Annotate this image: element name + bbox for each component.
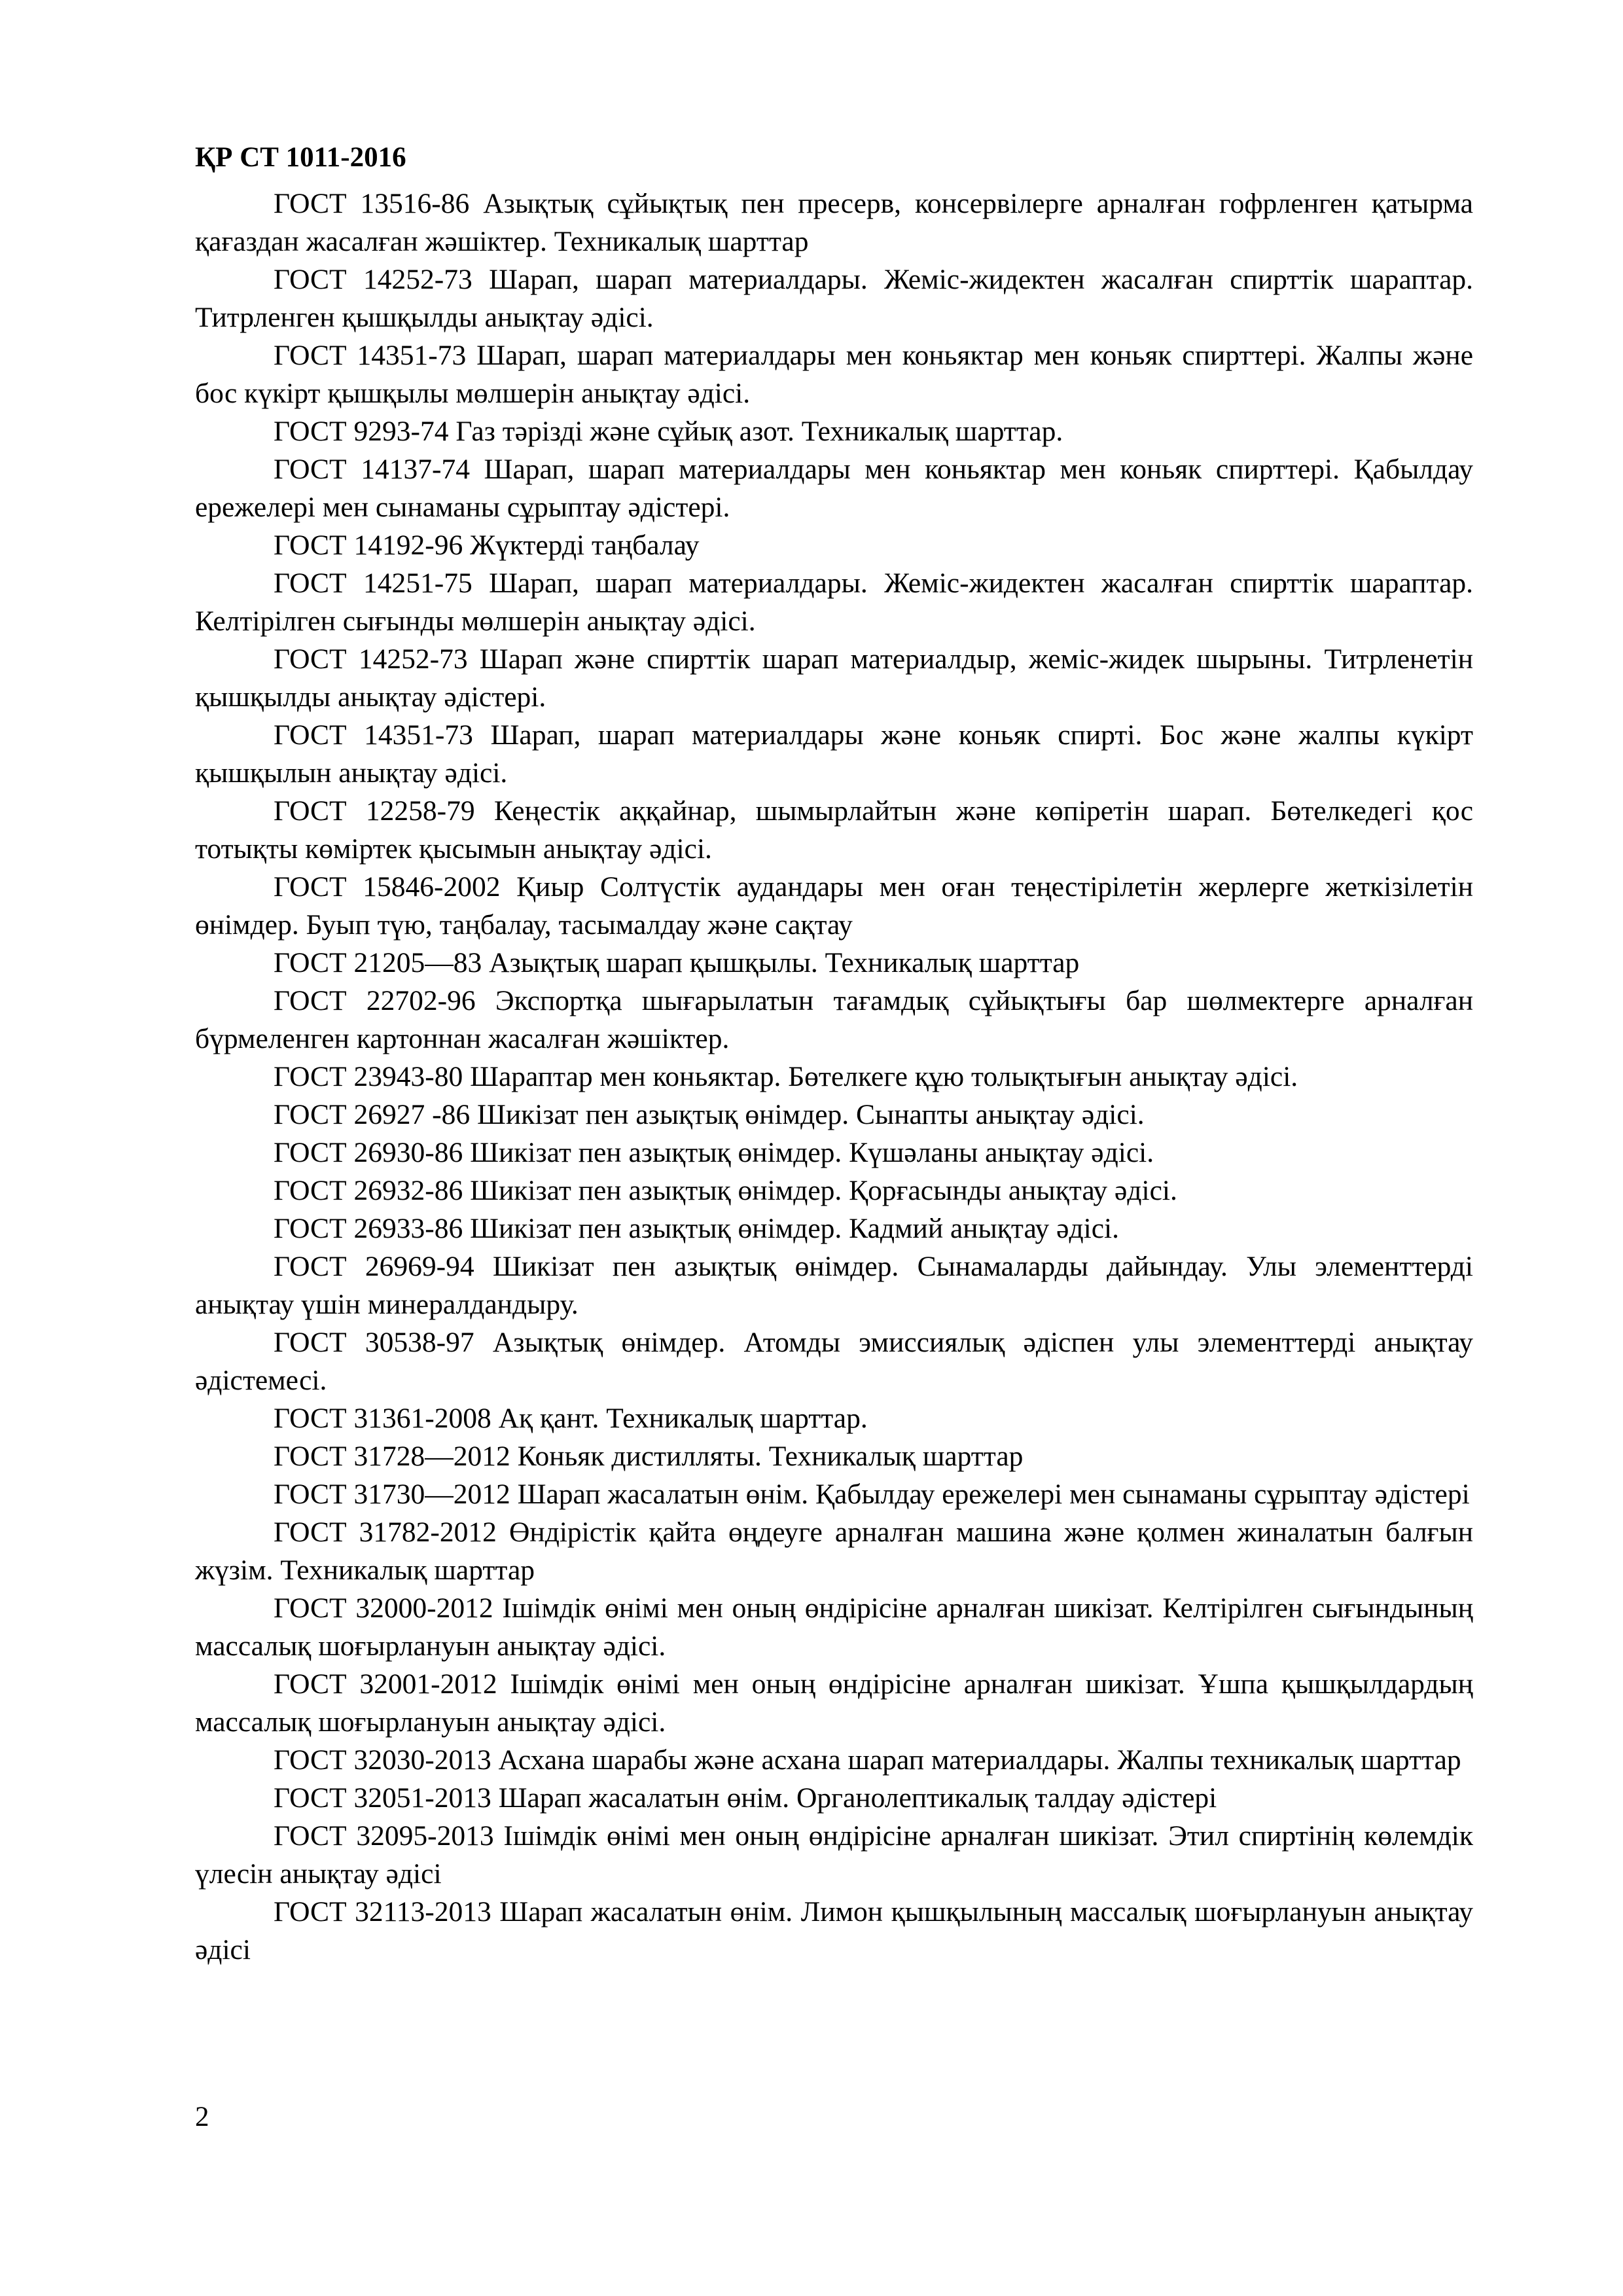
page-number: 2 xyxy=(195,2102,209,2132)
reference-entry: ГОСТ 30538-97 Азықтық өнімдер. Атомды эмиссиялық әдіспен улы элементтерді анықтау әдістемесі. xyxy=(195,1327,1473,1396)
reference-entry: ГОСТ 14351-73 Шарап, шарап материалдары және коньяк спирті. Бос және жалпы күкірт қышқылын анықтау әдісі. xyxy=(195,719,1473,789)
reference-entry: ГОСТ 14251-75 Шарап, шарап материалдары. Жеміс-жидектен жасалған спирттік шараптар. Келтірілген сығынды мөлшерін анықтау әдісі. xyxy=(195,567,1473,637)
reference-entry: ГОСТ 26933-86 Шикізат пен азықтық өнімдер. Кадмий анықтау әдісі. xyxy=(274,1213,1119,1244)
reference-entry: ГОСТ 32001-2012 Ішімдік өнімі мен оның өндірісіне арналған шикізат. Ұшпа қышқылдардың массалық шоғырлануын анықтау әдісі. xyxy=(195,1668,1473,1738)
normative-references-list xyxy=(195,185,1473,1969)
reference-entry: ГОСТ 15846-2002 Қиыр Солтүстік аудандары мен оған теңестірілетін жерлерге жеткізілетін өнімдер. Буып түю, таңбалау, тасымалдау және сақтау xyxy=(195,871,1473,941)
reference-entry: ГОСТ 31782-2012 Өндірістік қайта өңдеуге арналған машина және қолмен жиналатын балғын жүзім. Техникалық шарттар xyxy=(195,1516,1473,1586)
reference-entry: ГОСТ 31728—2012 Коньяк дистилляты. Техникалық шарттар xyxy=(274,1441,1024,1472)
reference-entry: ГОСТ 26932-86 Шикізат пен азықтық өнімдер. Қорғасынды анықтау әдісі. xyxy=(274,1175,1177,1206)
reference-entry: ГОСТ 31361-2008 Ақ қант. Техникалық шарттар. xyxy=(274,1403,868,1434)
reference-entry: ГОСТ 13516-86 Азықтық сұйықтық пен пресерв, консервілерге арналған гофрленген қатырма қағаздан жасалған жәшіктер. Техникалық шарттар xyxy=(195,188,1473,257)
reference-entry: ГОСТ 26969-94 Шикізат пен азықтық өнімдер. Сынамаларды дайындау. Улы элементтерді анықтау үшін минералдандыру. xyxy=(195,1251,1473,1320)
reference-entry: ГОСТ 21205—83 Азықтық шарап қышқылы. Техникалық шарттар xyxy=(274,947,1080,978)
reference-entry: ГОСТ 9293-74 Газ тәрізді және сұйық азот. Техникалық шарттар. xyxy=(274,416,1063,447)
reference-entry: ГОСТ 32030-2013 Асхана шарабы және асхана шарап материалдары. Жалпы техникалық шарттар xyxy=(274,1744,1461,1776)
reference-entry: ГОСТ 14252-73 Шарап және спирттік шарап материалдыр, жеміс-жидек шырыны. Титрленетін қышқылды анықтау әдістері. xyxy=(195,643,1473,713)
reference-entry: ГОСТ 14137-74 Шарап, шарап материалдары мен коньяктар мен коньяк спирттері. Қабылдау ережелері мен сынаманы сұрыптау әдістері. xyxy=(195,454,1473,523)
reference-entry: ГОСТ 32000-2012 Ішімдік өнімі мен оның өндірісіне арналған шикізат. Келтірілген сығындының массалық шоғырлануын анықтау әдісі. xyxy=(195,1592,1473,1662)
reference-entry: ГОСТ 26927 -86 Шикізат пен азықтық өнімдер. Сынапты анықтау әдісі. xyxy=(274,1099,1145,1130)
standard-code-header: ҚР СТ 1011-2016 xyxy=(195,142,406,173)
reference-entry: ГОСТ 14192-96 Жүктерді таңбалау xyxy=(274,529,700,561)
reference-entry: ГОСТ 14351-73 Шарап, шарап материалдары мен коньяктар мен коньяк спирттері. Жалпы және бос күкірт қышқылы мөлшерін анықтау әдісі. xyxy=(195,340,1473,409)
reference-entry: ГОСТ 22702-96 Экспортқа шығарылатын тағамдық сұйықтығы бар шөлмектерге арналған бүрмеленген картоннан жасалған жәшіктер. xyxy=(195,985,1473,1054)
reference-entry: ГОСТ 31730—2012 Шарап жасалатын өнім. Қабылдау ережелері мен сынаманы сұрыптау әдістері xyxy=(274,1479,1470,1510)
reference-entry: ГОСТ 23943-80 Шараптар мен коньяктар. Бөтелкеге құю толықтығын анықтау әдісі. xyxy=(274,1061,1298,1092)
reference-entry: ГОСТ 32113-2013 Шарап жасалатын өнім. Лимон қышқылының массалық шоғырлануын анықтау әдісі xyxy=(195,1896,1473,1965)
reference-entry: ГОСТ 32095-2013 Ішімдік өнімі мен оның өндірісіне арналған шикізат. Этил спиртінің көлемдік үлесін анықтау әдісі xyxy=(195,1820,1473,1890)
reference-entry: ГОСТ 14252-73 Шарап, шарап материалдары. Жеміс-жидектен жасалған спирттік шараптар. Титрленген қышқылды анықтау әдісі. xyxy=(195,264,1473,333)
reference-entry: ГОСТ 12258-79 Кеңестік аққайнар, шымырлайтын және көпіретін шарап. Бөтелкедегі қос тотықты көміртек қысымын анықтау әдісі. xyxy=(195,795,1473,865)
reference-entry: ГОСТ 26930-86 Шикізат пен азықтық өнімдер. Күшәланы анықтау әдісі. xyxy=(274,1137,1154,1168)
reference-entry: ГОСТ 32051-2013 Шарап жасалатын өнім. Органолептикалық талдау әдістері xyxy=(274,1782,1217,1814)
